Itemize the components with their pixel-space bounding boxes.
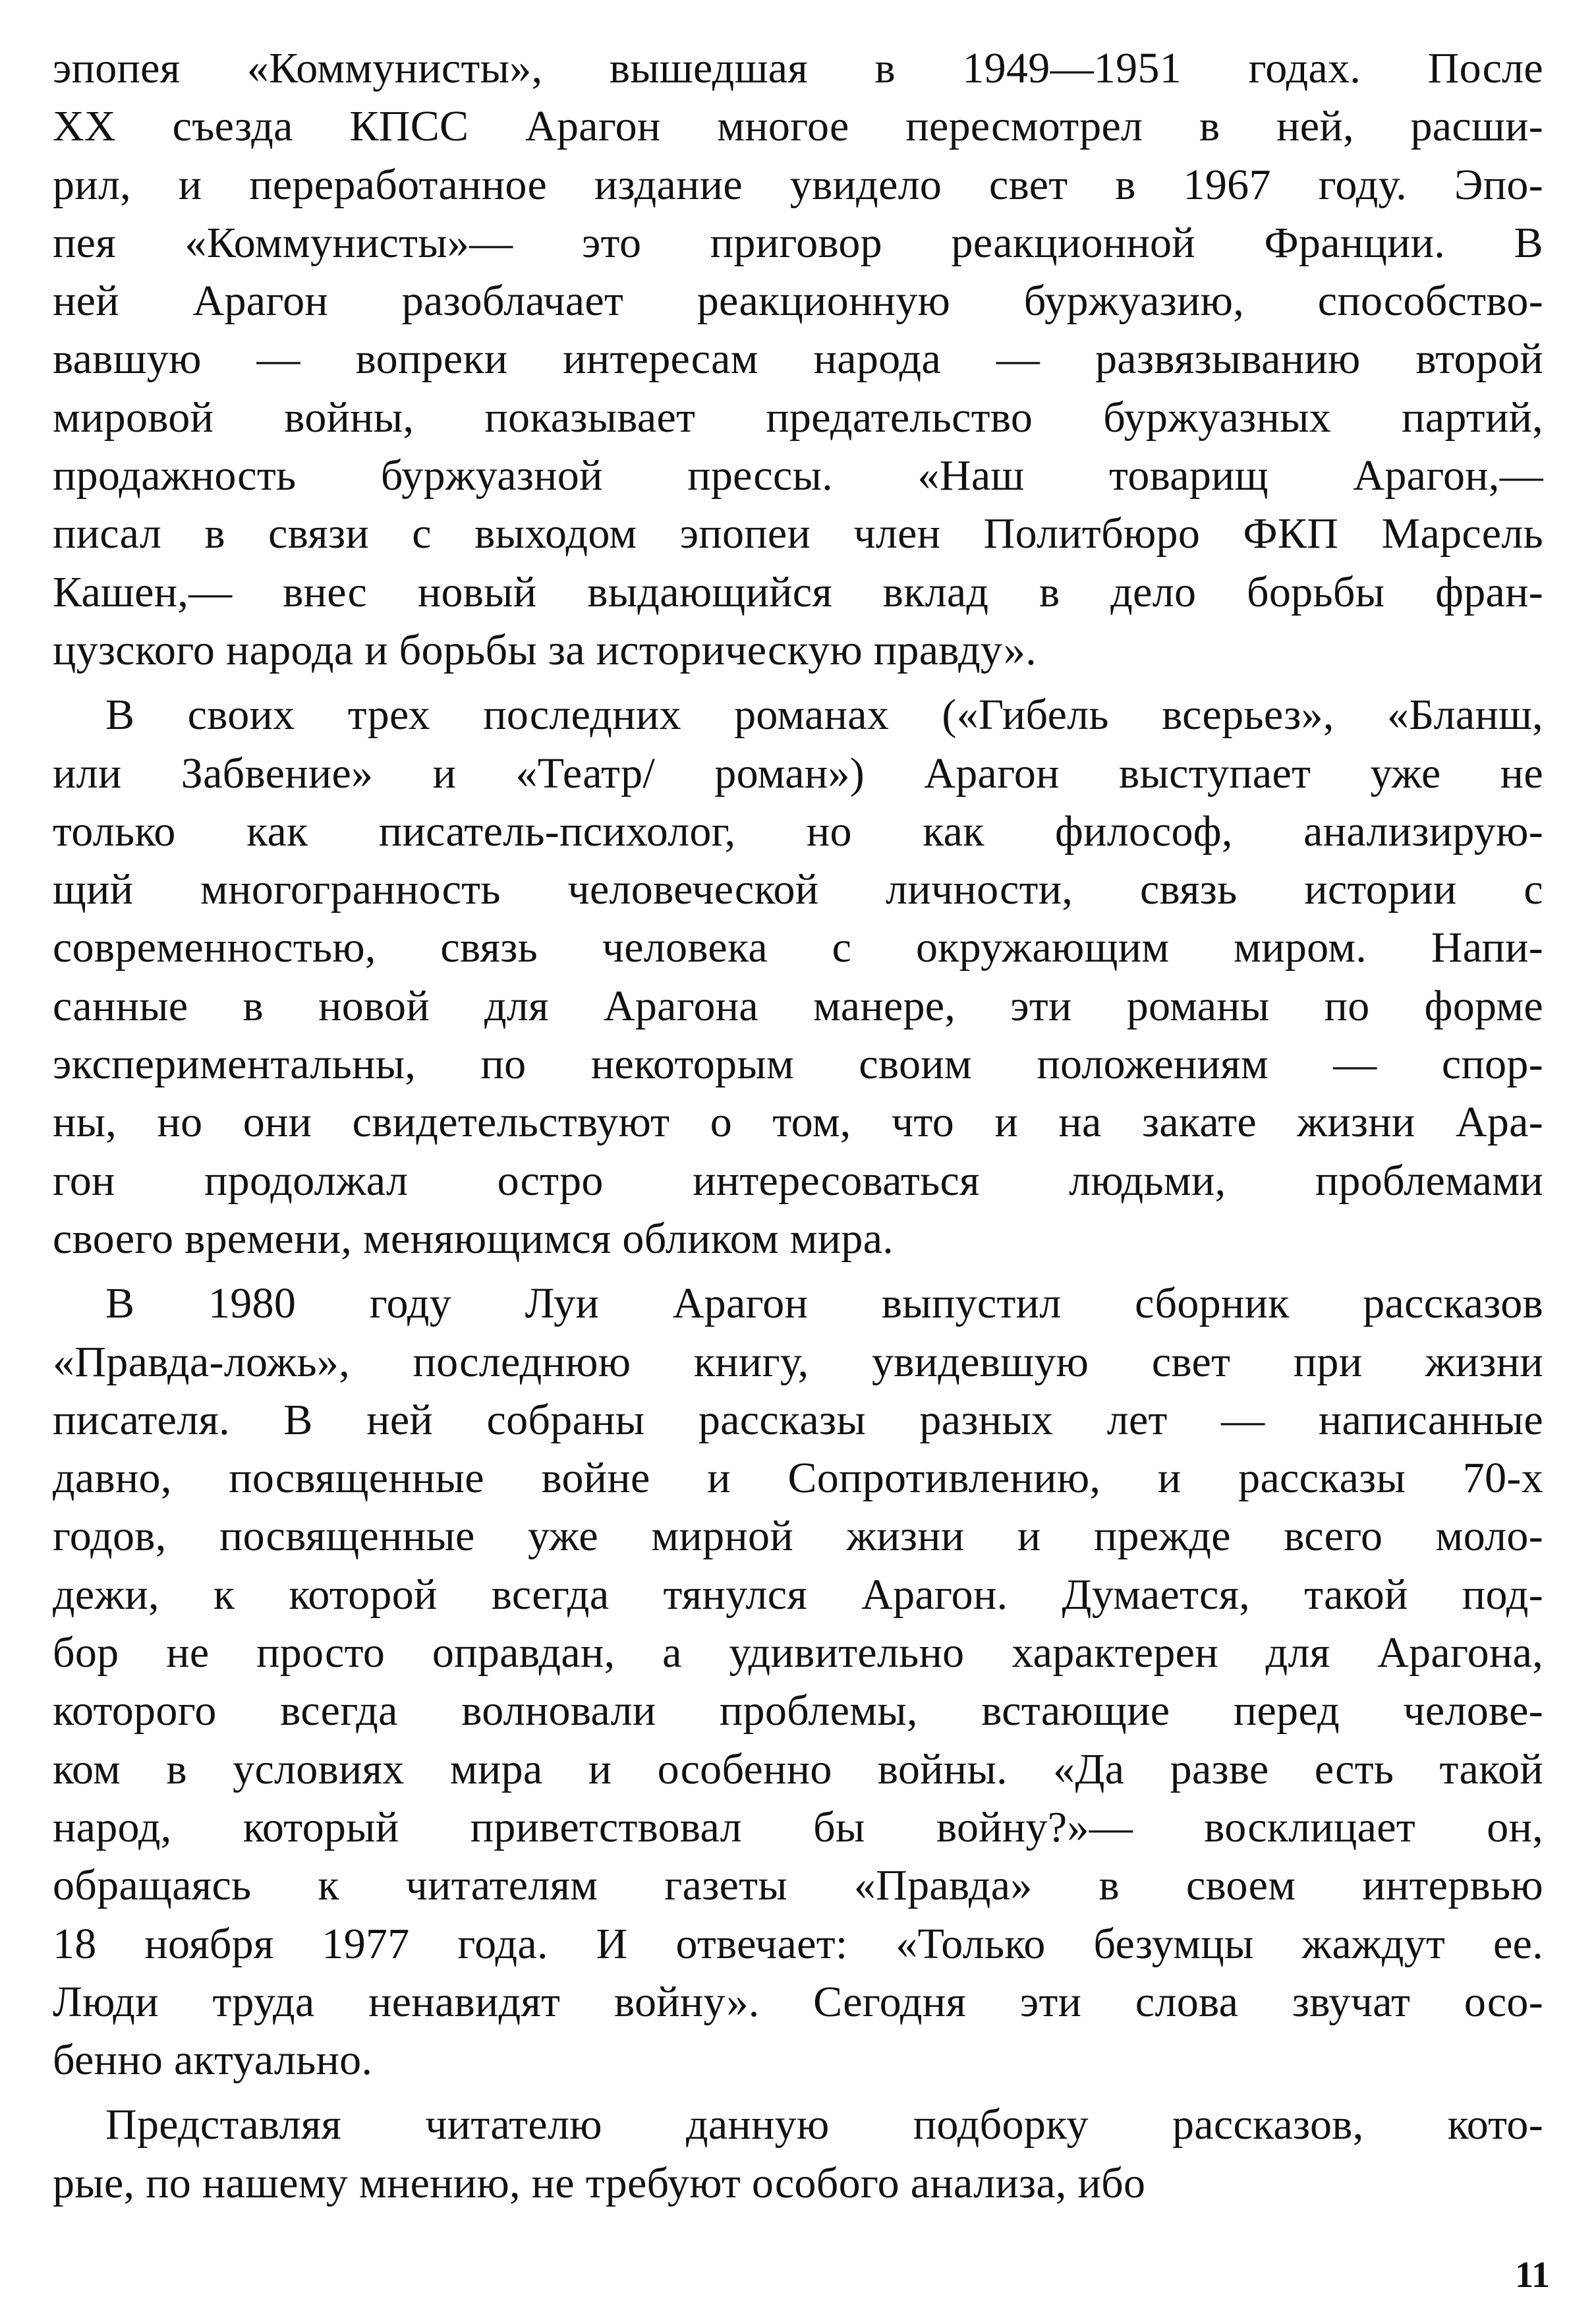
- text-line: В своих трех последних романах («Гибель всерьез», «Бланш,: [105, 691, 1543, 739]
- text-line: продажность буржуазной прессы. «Наш товарищ Арагон,—: [53, 451, 1543, 500]
- text-line: В 1980 году Луи Арагон выпустил сборник рассказов: [105, 1279, 1543, 1328]
- text-line: рые, по нашему мнению, не требуют особого анализа, ибо: [53, 2158, 1146, 2207]
- text-line: писал в связи с выходом эпопеи член Политбюро ФКП Марсель: [53, 509, 1543, 558]
- text-line: народ, который приветствовал бы войну?»— восклицает он,: [53, 1803, 1543, 1851]
- text-line: экспериментальны, по некоторым своим положениям — спор-: [53, 1040, 1543, 1089]
- text-line: санные в новой для Арагона манере, эти романы по форме: [53, 981, 1543, 1030]
- text-line: Кашен,— внес новый выдающийся вклад в дело борьбы фран-: [53, 567, 1543, 616]
- paragraph-gap: [53, 2089, 1543, 2096]
- text-line: рил, и переработанное издание увидело свет в 1967 году. Эпо-: [53, 160, 1543, 209]
- paragraph-3: [53, 1275, 1543, 2089]
- text-line: или Забвение» и «Театр/ роман») Арагон выступает уже не: [53, 749, 1543, 797]
- text-line: эпопея «Коммунисты», вышедшая в 1949—1951 годах. После: [53, 44, 1543, 92]
- text-line: Люди труда ненавидят войну». Сегодня эти слова звучат осо-: [53, 1977, 1543, 2026]
- text-line: вавшую — вопреки интересам народа — развязыванию второй: [53, 335, 1543, 384]
- paragraph-4: [53, 2096, 1543, 2213]
- text-line: писателя. В ней собраны рассказы разных лет — написанные: [53, 1395, 1543, 1444]
- page-number: 11: [1515, 2255, 1550, 2296]
- text-line: ны, но они свидетельствуют о том, что и на закате жизни Ара-: [53, 1098, 1543, 1147]
- text-line: современностью, связь человека с окружающим миром. Напи-: [53, 923, 1543, 972]
- document-page: [53, 40, 1543, 2215]
- text-line: бор не просто оправдан, а удивительно характерен для Арагона,: [53, 1629, 1543, 1677]
- text-line: 18 ноября 1977 года. И отвечает: «Только безумцы жаждут ее.: [53, 1919, 1543, 1968]
- text-line: ней Арагон разоблачает реакционную буржуазию, способство-: [53, 277, 1543, 326]
- text-line: «Правда-ложь», последнюю книгу, увидевшую свет при жизни: [53, 1337, 1543, 1386]
- text-line: годов, посвященные уже мирной жизни и прежде всего моло-: [53, 1512, 1543, 1561]
- text-line: своего времени, меняющимся обликом мира.: [53, 1214, 894, 1263]
- paragraph-gap: [53, 1268, 1543, 1275]
- text-line: пея «Коммунисты»— это приговор реакционной Франции. В: [53, 218, 1543, 267]
- paragraph-1: [53, 40, 1543, 680]
- text-line: гон продолжал остро интересоваться людьми, проблемами: [53, 1156, 1543, 1205]
- text-line: дежи, к которой всегда тянулся Арагон. Думается, такой под-: [53, 1570, 1543, 1619]
- text-line: бенно актуально.: [53, 2036, 373, 2085]
- paragraph-gap: [53, 680, 1543, 686]
- text-line: Представляя читателю данную подборку рассказов, кото-: [105, 2100, 1543, 2149]
- text-line: ком в условиях мира и особенно войны. «Да разве есть такой: [53, 1745, 1543, 1793]
- text-line: щий многогранность человеческой личности, связь истории с: [53, 865, 1543, 914]
- text-line: XX съезда КПСС Арагон многое пересмотрел в ней, расши-: [53, 102, 1543, 151]
- text-line: которого всегда волновали проблемы, встающие перед челове-: [53, 1687, 1543, 1735]
- text-line: только как писатель-психолог, но как философ, анализирую-: [53, 807, 1543, 855]
- paragraph-2: [53, 686, 1543, 1268]
- text-line: мировой войны, показывает предательство буржуазных партий,: [53, 393, 1543, 442]
- text-line: обращаясь к читателям газеты «Правда» в своем интервью: [53, 1861, 1543, 1910]
- text-line: цузского народа и борьбы за историческую правду».: [53, 625, 1037, 674]
- text-line: давно, посвященные войне и Сопротивлению, и рассказы 70-х: [53, 1454, 1543, 1503]
